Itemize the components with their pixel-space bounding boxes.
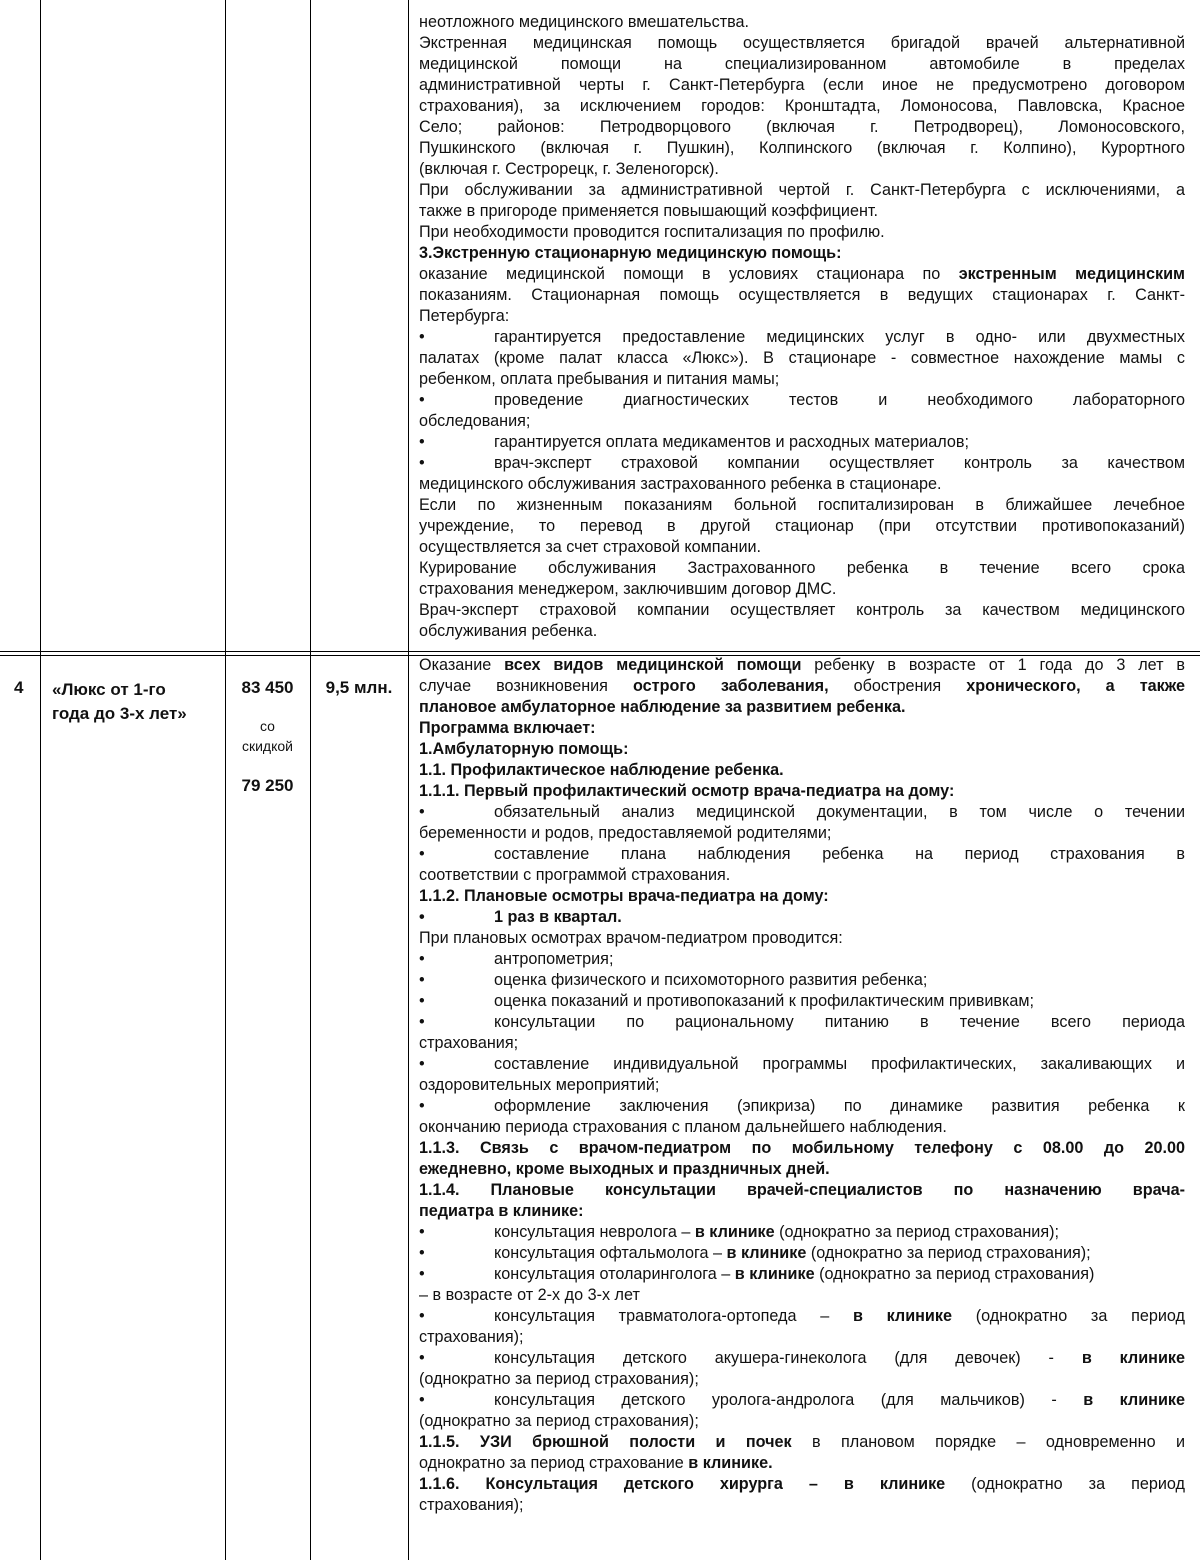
bullet-item	[419, 949, 1185, 970]
text-fragment-bold: всех видов медицинской помощи	[504, 656, 802, 674]
section-heading: 1.1. Профилактическое наблюдение ребенка.	[419, 761, 784, 779]
text-line	[419, 676, 1185, 697]
text-fragment: (однократно за период страхования);	[806, 1244, 1091, 1262]
text-fragment: однократно за период страхование	[419, 1454, 689, 1472]
text-fragment-bold: в клинике	[852, 1307, 952, 1325]
text-line: неотложного медицинского вмешательства.	[419, 13, 750, 31]
section-heading: 1.1.3. Связь с врачом-педиатром по мобильному телефону с 08.00 до 20.00	[419, 1139, 1185, 1157]
text-line: Пушкинского (включая г. Пушкин), Колпинского (включая г. Колпино), Курортного	[419, 139, 1185, 157]
text-fragment: ребенку в возрасте от 1 года до 3 лет в	[801, 656, 1185, 674]
text-line: Экстренная медицинская помощь осуществляется бригадой врачей альтернативной	[419, 34, 1185, 52]
bullet-item	[419, 453, 1185, 474]
section-heading: 1.1.4. Плановые консультации врачей-специалистов по назначению врача-	[419, 1181, 1185, 1199]
text-line: Село; районов: Петродворцового (включая г. Петродворец), Ломоносовского,	[419, 118, 1185, 136]
text-line: страхования), за исключением городов: Кронштадта, Ломоносова, Павловска, Красное	[419, 97, 1185, 115]
text-line: (однократно за период страхования);	[419, 1412, 699, 1430]
text-fragment-bold: в клинике	[1083, 1391, 1185, 1409]
text-line: Петербурга:	[419, 307, 510, 325]
bullet-item	[419, 844, 1185, 865]
bullet-icon: •	[419, 845, 425, 863]
text-line: окончанию периода страхования с планом дальнейшего наблюдения.	[419, 1118, 947, 1136]
bullet-text: проведение диагностических тестов и необходимого лабораторного	[494, 391, 1185, 409]
section-heading: 1.1.2. Плановые осмотры врача-педиатра на дому:	[419, 887, 829, 905]
price-discount: 79 250	[241, 776, 294, 795]
bullet-text	[494, 1243, 1185, 1264]
text-line: страхования менеджером, заключившим договор ДМС.	[419, 580, 837, 598]
text-line: оздоровительных мероприятий;	[419, 1076, 660, 1094]
bullet-text: оценка показаний и противопоказаний к профилактическим прививкам;	[494, 992, 1035, 1010]
bullet-text: гарантируется оплата медикаментов и расходных материалов;	[494, 433, 970, 451]
text-fragment: оказание медицинской помощи в условиях стационара по	[419, 265, 959, 283]
program-name-line: «Люкс от 1-го	[52, 680, 166, 699]
bullet-icon: •	[419, 992, 425, 1010]
text-line: соответствии с программой страхования.	[419, 866, 731, 884]
text-fragment: в плановом порядке – одновременно и	[791, 1433, 1185, 1451]
bullet-text: оформление заключения (эпикриза) по динамике развития ребенка к	[494, 1097, 1185, 1115]
bullet-item	[419, 1306, 1185, 1327]
text-line: обслуживания ребенка.	[419, 622, 598, 640]
bullet-text: консультации по рациональному питанию в течение всего периода	[494, 1013, 1185, 1031]
bullet-text: антропометрия;	[494, 950, 614, 968]
text-fragment: консультация детского акушера-гинеколога (для девочек) -	[494, 1349, 1082, 1367]
column-divider-3	[310, 0, 311, 1560]
text-line: плановое амбулаторное наблюдение за развитием ребенка.	[419, 698, 906, 716]
text-line: ребенком, оплата пребывания и питания мамы;	[419, 370, 780, 388]
text-line: 3.Экстренную стационарную медицинскую помощь:	[419, 244, 842, 262]
bullet-icon: •	[419, 1013, 425, 1031]
text-fragment: случае возникновения	[419, 677, 633, 695]
bullet-icon: •	[419, 391, 425, 409]
bullet-icon: •	[419, 971, 425, 989]
coverage-limit: 9,5 млн.	[325, 678, 393, 697]
bullet-text	[494, 1264, 1185, 1285]
text-line: страхования);	[419, 1496, 524, 1514]
bullet-item	[419, 1243, 1185, 1264]
text-fragment-bold: 1.1.6. Консультация детского хирурга – в клинике	[419, 1475, 946, 1493]
bullet-text: 1 раз в квартал.	[494, 908, 622, 926]
text-line: административной черты г. Санкт-Петербурга (если иное не предусмотрено договором	[419, 76, 1185, 94]
text-line	[419, 655, 1185, 676]
text-line: страхования;	[419, 1034, 519, 1052]
bullet-icon: •	[419, 950, 425, 968]
section-heading: педиатра в клинике:	[419, 1202, 584, 1220]
text-line: также в пригороде применяется повышающий коэффициент.	[419, 202, 879, 220]
text-fragment-bold: хронического, а также	[966, 677, 1185, 695]
text-line	[419, 264, 1185, 285]
text-line: Врач-эксперт страховой компании осуществляет контроль за качеством медицинского	[419, 601, 1185, 619]
bullet-item	[419, 1390, 1185, 1411]
bullet-text: составление индивидуальной программы профилактических, закаливающих и	[494, 1055, 1185, 1073]
column-divider-1	[40, 0, 41, 1560]
bullet-text	[494, 1222, 1185, 1243]
bullet-text: составление плана наблюдения ребенка на период страхования в	[494, 845, 1185, 863]
bullet-item	[419, 991, 1185, 1012]
upper-description	[419, 12, 1185, 264]
row-divider-top	[0, 651, 1200, 652]
text-line: При плановых осмотрах врачом-педиатром проводится:	[419, 929, 843, 947]
bullet-item	[419, 1096, 1185, 1117]
text-fragment-bold: острого заболевания,	[632, 677, 829, 695]
section-heading: Программа включает:	[419, 719, 596, 737]
bullet-item	[419, 1222, 1185, 1243]
text-line: осуществляется за счет страховой компании.	[419, 538, 762, 556]
text-line	[419, 1453, 1185, 1474]
program-name-line: года до 3-х лет»	[52, 704, 187, 723]
bullet-item	[419, 1012, 1185, 1033]
text-fragment-bold: в клинике	[734, 1265, 815, 1283]
text-fragment-bold: в клинике	[1081, 1349, 1185, 1367]
row-number: 4	[14, 678, 24, 697]
bullet-item	[419, 802, 1185, 823]
text-line: При необходимости проводится госпитализация по профилю.	[419, 223, 885, 241]
text-line: При обслуживании за административной чертой г. Санкт-Петербурга с исключениями, а	[419, 181, 1185, 199]
discount-label: со	[260, 718, 275, 734]
bullet-item	[419, 327, 1185, 348]
bullet-item	[419, 390, 1185, 411]
bullet-icon: •	[419, 908, 425, 926]
section-3-description	[419, 264, 1185, 642]
bullet-text	[494, 1390, 1185, 1411]
bullet-icon: •	[419, 1265, 425, 1283]
text-line: беременности и родов, предоставляемой родителями;	[419, 824, 832, 842]
text-fragment: (однократно за период страхования);	[774, 1223, 1059, 1241]
bullet-item	[419, 907, 1185, 928]
bullet-text	[494, 1306, 1185, 1327]
bullet-icon: •	[419, 1055, 425, 1073]
bullet-icon: •	[419, 1244, 425, 1262]
bullet-item	[419, 1054, 1185, 1075]
bullet-text: оценка физического и психомоторного развития ребенка;	[494, 971, 928, 989]
bullet-icon: •	[419, 454, 425, 472]
section-heading: 1.1.1. Первый профилактический осмотр врача-педиатра на дому:	[419, 782, 955, 800]
text-line	[419, 1432, 1185, 1453]
text-fragment: консультация детского уролога-андролога (для мальчиков) -	[494, 1391, 1084, 1409]
row4-description	[419, 655, 1185, 1516]
text-fragment-bold: 1.1.5. УЗИ брюшной полости и почек	[419, 1433, 792, 1451]
text-line: палатах (кроме палат класса «Люкс»). В стационаре - совместное нахождение мамы с	[419, 349, 1185, 367]
section-heading: ежедневно, кроме выходных и праздничных дней.	[419, 1160, 830, 1178]
bullet-text: врач-эксперт страховой компании осуществляет контроль за качеством	[494, 454, 1185, 472]
bullet-item	[419, 1348, 1185, 1369]
program-name	[52, 678, 187, 726]
text-fragment: консультация невролога –	[494, 1223, 695, 1241]
column-divider-4	[408, 0, 409, 1560]
bullet-item	[419, 970, 1185, 991]
text-line: учреждение, то перевод в другой стационар (при отсутствии противопоказаний)	[419, 517, 1185, 535]
bullet-icon: •	[419, 1349, 425, 1367]
text-line: (включая г. Сестрорецк, г. Зеленогорск).	[419, 160, 719, 178]
text-fragment: (однократно за период страхования)	[814, 1265, 1095, 1283]
bullet-icon: •	[419, 1307, 425, 1325]
text-fragment-bold: в клинике	[694, 1223, 775, 1241]
bullet-icon: •	[419, 1097, 425, 1115]
text-line: обследования;	[419, 412, 531, 430]
bullet-icon: •	[419, 1391, 425, 1409]
text-fragment: обострения	[828, 677, 967, 695]
text-fragment: консультация отоларинголога –	[494, 1265, 735, 1283]
bullet-item	[419, 1264, 1185, 1285]
text-line: медицинского обслуживания застрахованного ребенка в стационаре.	[419, 475, 942, 493]
text-line: медицинской помощи на специализированном автомобиле в пределах	[419, 55, 1185, 73]
bullet-icon: •	[419, 328, 425, 346]
text-line	[419, 1474, 1185, 1495]
text-fragment: консультация офтальмолога –	[494, 1244, 727, 1262]
bullet-icon: •	[419, 1223, 425, 1241]
text-line: Если по жизненным показаниям больной госпитализирован в ближайшее лечебное	[419, 496, 1185, 514]
bullet-item	[419, 432, 1185, 453]
section-heading: 1.Амбулаторную помощь:	[419, 740, 629, 758]
discount-label: скидкой	[241, 738, 293, 754]
text-fragment: (однократно за период	[951, 1307, 1185, 1325]
bullet-text	[494, 1348, 1185, 1369]
text-fragment: консультация травматолога-ортопеда –	[494, 1307, 853, 1325]
text-fragment: (однократно за период	[945, 1475, 1185, 1493]
text-fragment-bold: в клинике.	[688, 1454, 773, 1472]
text-line: страхования);	[419, 1328, 524, 1346]
text-fragment-bold: экстренным медицинским	[958, 265, 1185, 283]
bullet-text: гарантируется предоставление медицинских услуг в одно- или двухместных	[494, 328, 1185, 346]
bullet-icon: •	[419, 433, 425, 451]
bullet-text: обязательный анализ медицинской документации, в том числе о течении	[494, 803, 1185, 821]
text-line: показаниям. Стационарная помощь осуществляется в ведущих стационарах г. Санкт-	[419, 286, 1185, 304]
price-full: 83 450	[241, 678, 294, 697]
text-line: (однократно за период страхования);	[419, 1370, 699, 1388]
text-fragment-bold: в клинике	[726, 1244, 807, 1262]
text-line: – в возрасте от 2-х до 3-х лет	[419, 1286, 640, 1304]
text-fragment: Оказание	[419, 656, 505, 674]
bullet-icon: •	[419, 803, 425, 821]
text-line: Курирование обслуживания Застрахованного ребенка в течение всего срока	[419, 559, 1185, 577]
